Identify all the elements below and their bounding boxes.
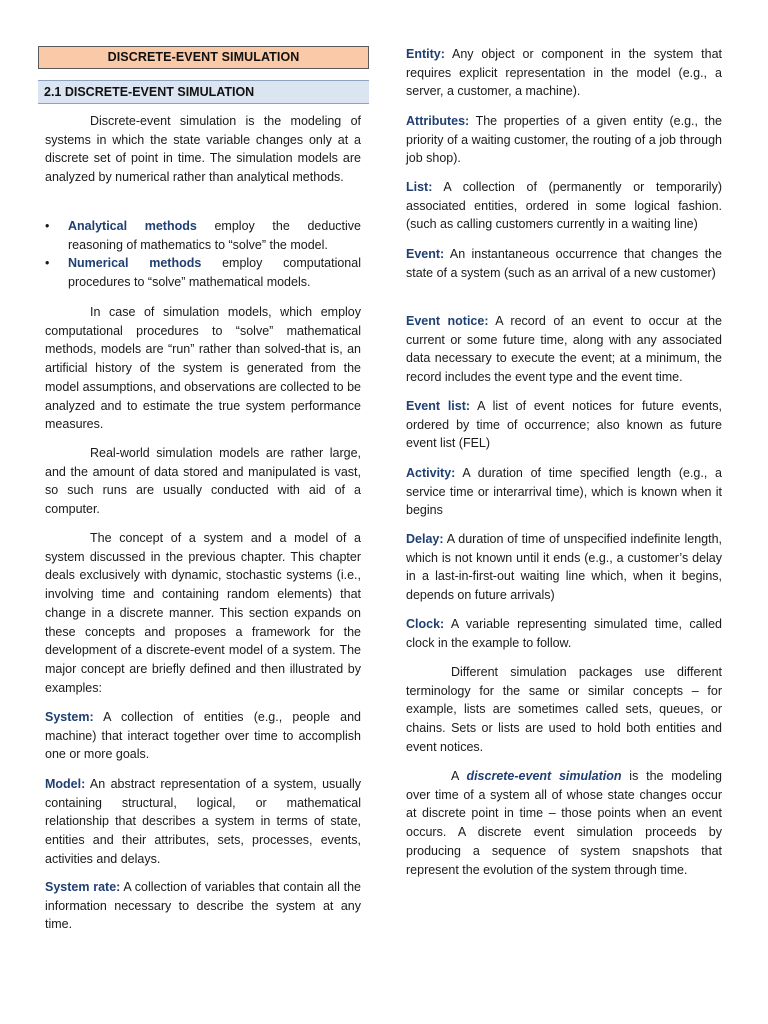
body-paragraph-concepts: The concept of a system and a model of a system discussed in the previous chapter. This chapter deals exclusively with dynamic, stochastic systems (i.e., involving time and containing random elements) that change in a discrete manner. This section expands on these concepts and proposes a framework for the development of a discrete-event model of a system. The major concept are briefly defined and then illustrated by examples: [45,531,361,695]
definition-text: Any object or component in the system that requires explicit representation in the model (e.g., a server, a customer, a machine). [406,47,722,99]
definition-text: An instantaneous occurrence that changes the state of a system (such as an arrival of a new customer) [406,247,722,280]
term-label: Event: [406,247,445,261]
definition-text: employ the deductive reasoning of mathematics to “solve” the model. [68,219,361,252]
definition-event-list [406,397,722,453]
lead-text: A [451,769,467,783]
definition-model [45,775,361,869]
term-analytical-methods: Analytical methods [68,219,197,233]
term-label: System rate: [45,880,121,894]
definition-entity [406,45,722,101]
definition-system-rate [45,878,361,934]
definition-text: A collection of entities (e.g., people and machine) that interact together over time to accomplish one or more goals. [45,710,361,762]
intro-paragraph: Discrete-event simulation is the modeling of systems in which the state variable changes only at a discrete set of point in time. The simulation models are analyzed by numerical rather than analytical methods. [45,114,361,185]
bullet-icon: • [45,256,50,271]
definition-text: A duration of time specified length (e.g., a service time or interarrival time), which is known when it begins [406,466,722,518]
term-label: Event list: [406,399,471,413]
term-label: Event notice: [406,314,489,328]
definition-attributes [406,112,722,168]
body-paragraph-simulation-models: In case of simulation models, which employ computational procedures to “solve” mathematical methods, models are “run” rather than solved-that is, an artificial history of the system is generated from the model assumptions, and observations are collected to be analyzed and to estimate the true system performance measures. [45,305,361,432]
list-item [45,254,361,291]
body-paragraph-packages: Different simulation packages use different terminology for the same or similar concepts – for example, lists are sometimes called sets, queues, or chains. Sets or lists are used to hold both entities and event notices. [406,665,722,754]
definition-system [45,708,361,764]
definition-text: A list of event notices for future events, ordered by time of occurrence; also known as future event list (FEL) [406,399,722,451]
definition-text: The properties of a given entity (e.g., the priority of a waiting customer, the routing of a job through job shop). [406,114,722,166]
term-label: Model: [45,777,86,791]
definition-clock [406,615,722,652]
definition-text: is the modeling over time of a system all of whose state changes occur at discrete point in time – those points when an event occurs. A discrete event simulation proceeds by producing a sequence of system snapshots that represent the evolution of the system through time. [406,769,722,877]
section-heading: 2.1 DISCRETE-EVENT SIMULATION [38,80,369,104]
term-label: System: [45,710,94,724]
definition-text: An abstract representation of a system, usually containing structural, logical, or mathematical relationship that describes a system in terms of state, entities and their attributes, sets, processes, events, activities and delays. [45,777,361,866]
methods-list [45,217,361,292]
definition-text: A duration of time of unspecified indefinite length, which is not known until it ends (e.g., a customer’s delay in a last-in-first-out waiting line which, when it begins, depends on future arrivals) [406,532,722,603]
term-numerical-methods: Numerical methods [68,256,202,271]
term-label: Activity: [406,466,456,480]
document-title: DISCRETE-EVENT SIMULATION [38,46,369,69]
body-paragraph-real-world: Real-world simulation models are rather large, and the amount of data stored and manipulated is vast, so such runs are usually conducted with aid of a computer. [45,446,361,517]
definition-text: A collection of variables that contain all the information necessary to describe the system at any time. [45,880,361,932]
definition-event [406,245,722,282]
definition-list [406,178,722,234]
term-discrete-event-simulation: discrete-event simulation [466,769,622,783]
definition-delay [406,530,722,605]
term-label: Delay: [406,532,444,546]
term-label: Clock: [406,617,445,631]
term-label: Entity: [406,47,445,61]
definition-text: A variable representing simulated time, called clock in the example to follow. [406,617,722,650]
list-item [45,217,361,254]
definition-event-notice [406,312,722,387]
term-label: Attributes: [406,114,470,128]
definition-text: A record of an event to occur at the current or some future time, along with any associated data necessary to execute the event; at a minimum, the record includes the event type and the event time. [406,314,722,385]
term-label: List: [406,180,433,194]
body-paragraph-des-definition [406,767,722,879]
definition-activity [406,464,722,520]
bullet-icon: • [45,219,50,233]
definition-text: employ computational procedures to “solve” mathematical models. [68,256,361,290]
definition-text: A collection of (permanently or temporarily) associated entities, ordered in some logical fashion. (such as calling customers currently in a waiting line) [406,180,722,232]
